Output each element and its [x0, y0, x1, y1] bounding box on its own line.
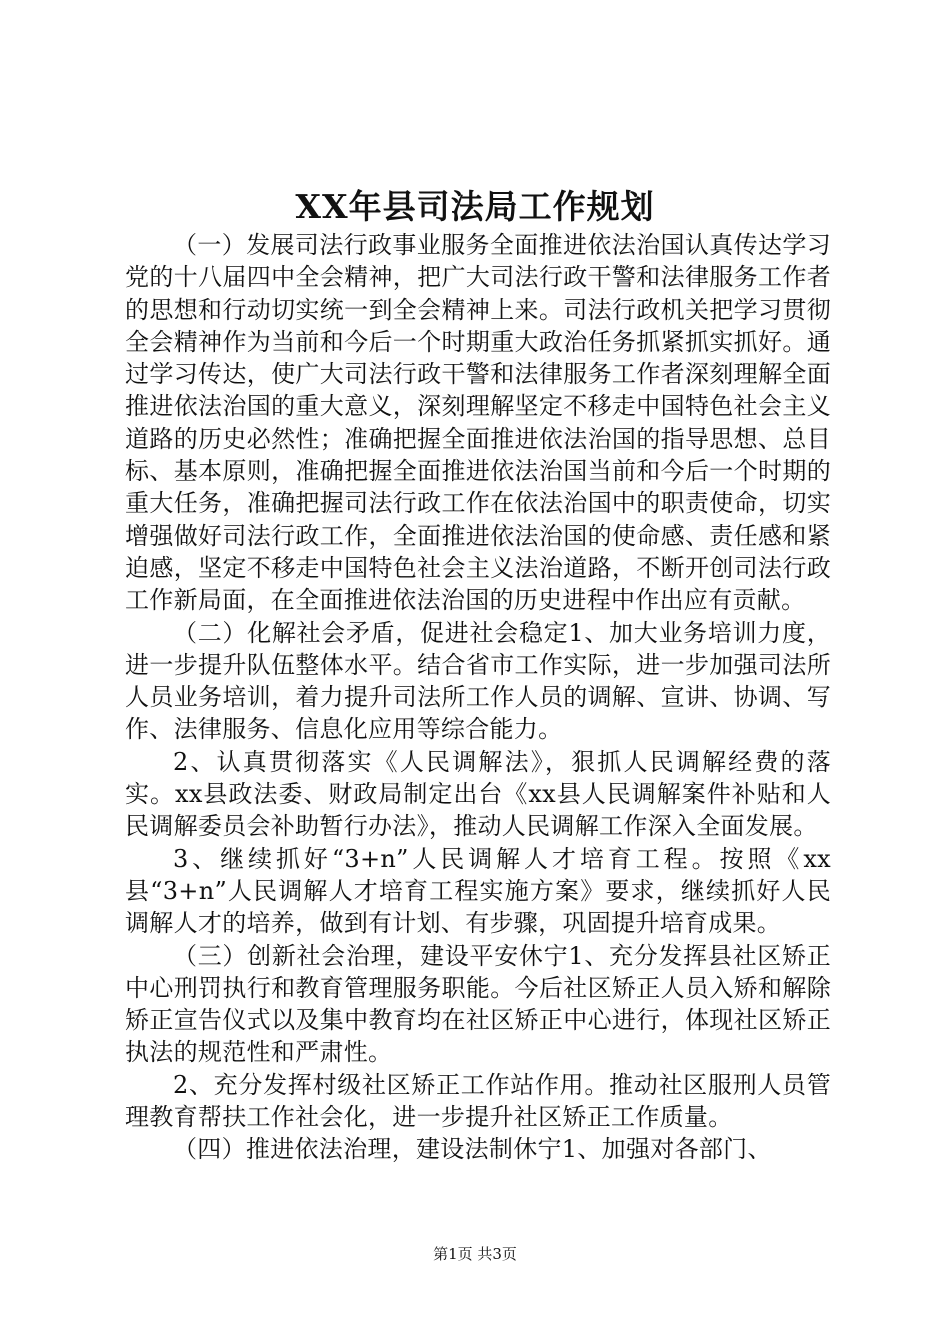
- paragraph-item-3-2: 2、充分发挥村级社区矫正工作站作用。推动社区服刑人员管理教育帮扶工作社会化，进一步提升社区矫正工作质量。: [125, 1070, 831, 1132]
- paragraph-item-2-2: 2、认真贯彻落实《人民调解法》，狠抓人民调解经费的落实。xx县政法委、财政局制定出台《xx县人民调解案件补贴和人民调解委员会补助暂行办法》，推动人民调解工作深入全面发展。: [125, 747, 831, 841]
- paragraph-section-4: （四）推进依法治理，建设法制休宁1、加强对各部门、: [173, 1135, 772, 1164]
- paragraph-section-3: （三）创新社会治理，建设平安休宁1、充分发挥县社区矫正中心刑罚执行和教育管理服务职能。今后社区矫正人员入矫和解除矫正宣告仪式以及集中教育均在社区矫正中心进行，体现社区矫正执法的规范性和严肃性。: [125, 941, 831, 1067]
- paragraph-section-1: （一）发展司法行政事业服务全面推进依法治国认真传达学习党的十八届四中全会精神，把广大司法行政干警和法律服务工作者的思想和行动切实统一到全会精神上来。司法行政机关把学习贯彻全会精神作为当前和今后一个时期重大政治任务抓紧抓实抓好。通过学习传达，使广大司法行政干警和法律服务工作者深刻理解全面推进依法治国的重大意义，深刻理解坚定不移走中国特色社会主义道路的历史必然性；准确把握全面推进依法治国的指导思想、总目标、基本原则，准确把握全面推进依法治国当前和今后一个时期的重大任务，准确把握司法行政工作在依法治国中的职责使命，切实增强做好司法行政工作，全面推进依法治国的使命感、责任感和紧迫感，坚定不移走中国特色社会主义法治道路，不断开创司法行政工作新局面，在全面推进依法治国的历史进程中作出应有贡献。: [125, 231, 831, 615]
- paragraph-section-2: （二）化解社会矛盾，促进社会稳定1、加大业务培训力度，进一步提升队伍整体水平。结合省市工作实际，进一步加强司法所人员业务培训，着力提升司法所工作人员的调解、宣讲、协调、写作、法律服务、信息化应用等综合能力。: [125, 618, 831, 744]
- paragraph-item-2-3: 3、继续抓好“3+n”人民调解人才培育工程。按照《xx县“3+n”人民调解人才培育工程实施方案》要求，继续抓好人民调解人才的培养，做到有计划、有步骤，巩固提升培育成果。: [125, 844, 831, 938]
- page-footer: 第1页 共3页: [433, 1245, 517, 1263]
- document-body: [125, 229, 831, 1166]
- document-title: XX年县司法局工作规划: [295, 187, 655, 226]
